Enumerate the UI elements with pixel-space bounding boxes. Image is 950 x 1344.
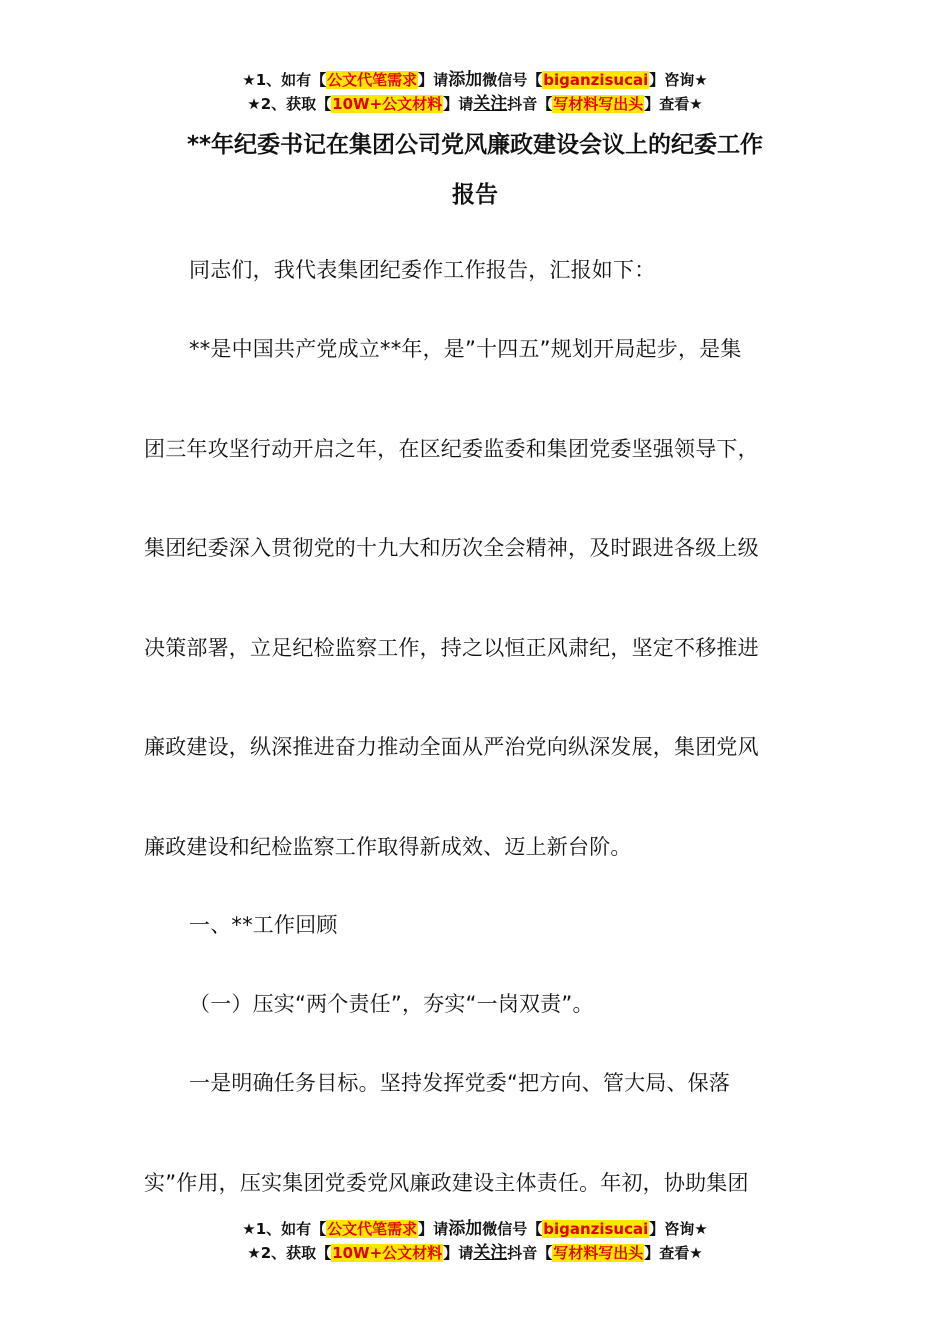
promo-wechat-id: biganzisucai (543, 71, 649, 89)
title-line-2: 报告 (452, 182, 498, 208)
body-line: 一是明确任务目标。坚持发挥党委“把方向、管大局、保落 (189, 1071, 731, 1095)
body-line: 廉政建设，纵深推进奋力推动全面从严治党向纵深发展，集团党风 (144, 735, 759, 759)
section-heading: 一、**工作回顾 (189, 913, 338, 937)
body-line: **是中国共产党成立**年，是”十四五”规划开局起步，是集 (189, 337, 742, 361)
promo-wechat-id: biganzisucai (543, 1220, 649, 1238)
promo-header-top (0, 68, 950, 116)
body-line: 同志们，我代表集团纪委作工作报告，汇报如下： (189, 258, 656, 282)
promo-line-1: ★1、如有【公文代笔需求】请添加微信号【biganzisucai】咨询★ (242, 70, 708, 90)
subsection-heading: （一）压实“两个责任”，夯实“一岗双责”。 (189, 992, 594, 1016)
promo-highlight: 公文代笔需求 (327, 71, 418, 89)
body-line: 决策部署，立足纪检监察工作，持之以恒正风肃纪，坚定不移推进 (144, 636, 759, 660)
promo-line-2: ★2、获取【10W+公文材料】请关注抖音【写材料写出头】查看★ (247, 94, 703, 114)
promo-highlight: 公文代笔需求 (327, 1220, 418, 1238)
promo-douyin-id: 写材料写出头 (553, 95, 644, 113)
title-line-1: **年纪委书记在集团公司党风廉政建设会议上的纪委工作 (186, 132, 764, 158)
promo-highlight: 10W+公文材料 (332, 95, 443, 113)
promo-line-1: ★1、如有【公文代笔需求】请添加微信号【biganzisucai】咨询★ (242, 1219, 708, 1239)
promo-footer-bottom (0, 1217, 950, 1265)
promo-line-2: ★2、获取【10W+公文材料】请关注抖音【写材料写出头】查看★ (247, 1243, 703, 1263)
promo-douyin-id: 写材料写出头 (553, 1244, 644, 1262)
body-line: 集团纪委深入贯彻党的十九大和历次全会精神，及时跟进各级上级 (144, 536, 759, 560)
body-line: 团三年攻坚行动开启之年，在区纪委监委和集团党委坚强领导下， (144, 437, 759, 461)
body-line: 廉政建设和纪检监察工作取得新成效、迈上新台阶。 (144, 835, 632, 859)
body-line: 实”作用，压实集团党委党风廉政建设主体责任。年初，协助集团 (144, 1171, 749, 1195)
promo-highlight: 10W+公文材料 (332, 1244, 443, 1262)
document-title (140, 120, 810, 220)
